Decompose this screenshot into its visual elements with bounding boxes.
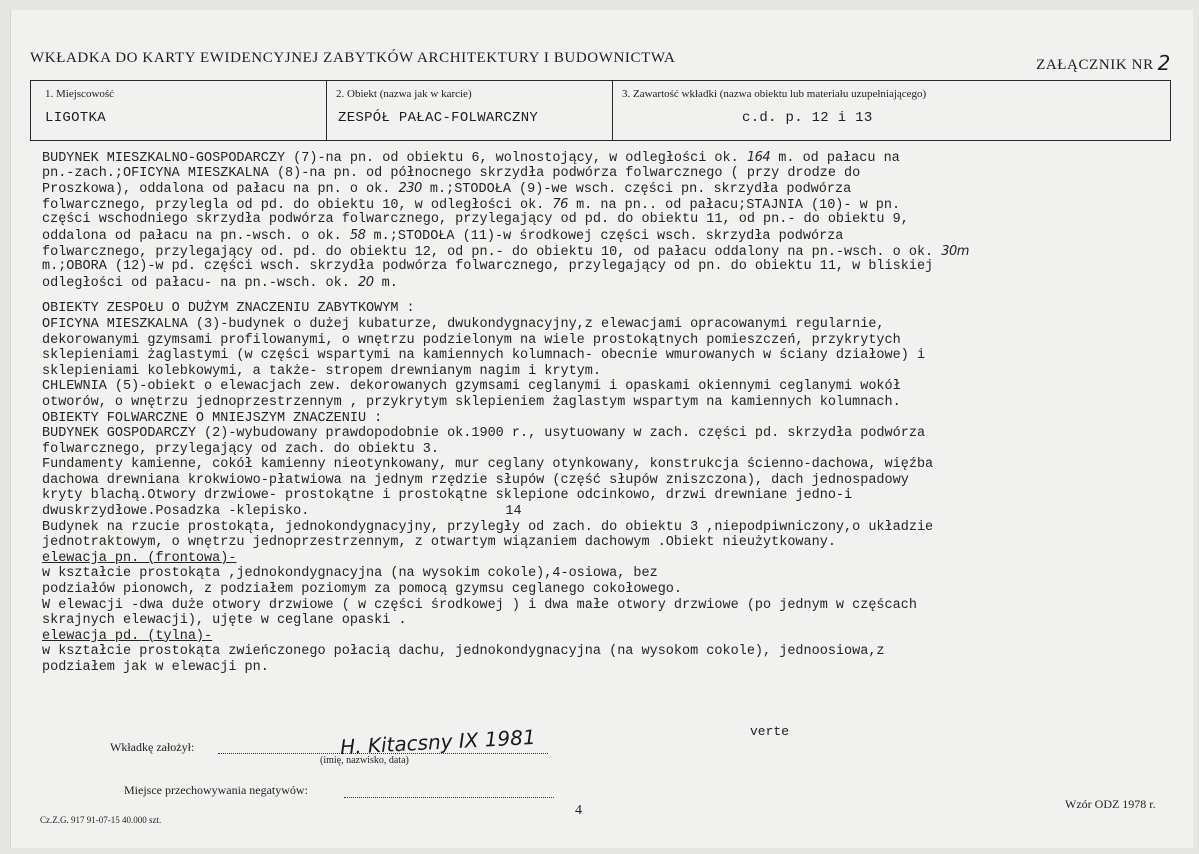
text-line: dachowa drewniana krokwiowo-płatwiowa na jednym rzędzie słupów (część słupów zniszczona), dach jednospadowy: [42, 472, 909, 488]
handwritten-value: 20: [357, 274, 374, 290]
text-segment: dwuskrzydłowe.Posadzka -klepisko.: [42, 504, 310, 520]
text-line: części wschodniego skrzydła podwórza folwarcznego, przylegający od pd. do obiektu 11, od pn.- do obiektu 9,: [42, 212, 909, 228]
handwritten-value: 58: [349, 227, 366, 243]
text-line: folwarcznego, przylegający od zach. do obiektu 3.: [42, 441, 439, 457]
object-value: ZESPÓŁ PAŁAC-FOLWARCZNY: [338, 110, 539, 126]
text-segment: folwarcznego, przylegający od. pd. do obiektu 12, od pn.- do obiektu 10, od pałacu oddalony na pn.-wsch. o ok.: [42, 244, 934, 260]
inserted-by-label: Wkładkę założył:: [110, 740, 195, 754]
handwritten-value: 164: [746, 150, 771, 165]
text-line: kryty blachą.Otwory drzwiowe- prostokątne i prostokątne sklepione odcinkowo, drzwi drewniane jedno-i: [42, 488, 853, 504]
text-line: otworów, o wnętrzu jednoprzestrzennym , przykrytym sklepieniem żaglastym wspartym na kamiennych kolumnach.: [42, 394, 901, 410]
text-line: Fundamenty kamienne, cokół kamienny nieotynkowany, mur ceglany otynkowany, konstrukcja ścienno-dachowa, więźba: [42, 457, 934, 473]
text-segment: m.;STODOŁA (9)-we wsch. części pn. skrzydła podwórza: [429, 182, 852, 198]
text-line: CHLEWNIA (5)-obiekt o elewacjach zew. dekorowanych gzymsami ceglanymi i opaskami okiennymi ceglanymi wokół: [42, 379, 901, 395]
text-line: [42, 275, 1162, 291]
text-line: [42, 244, 1162, 260]
subheading-south-elevation: elewacja pd. (tylna)-: [42, 628, 213, 644]
locality-label: 1. Miejscowość: [45, 88, 115, 100]
text-line: W elewacji -dwa duże otwory drzwiowe ( w części środkowej ) i dwa małe otwory drzwiowe (po jednym w częścach: [42, 597, 917, 613]
content-label: 3. Zawartość wkładki (nazwa obiektu lub materiału uzupełniającego): [622, 88, 927, 100]
subheading-north-elevation: elewacja pn. (frontowa)-: [42, 550, 237, 566]
object-label: 2. Obiekt (nazwa jak w karcie): [336, 88, 472, 100]
text-line: w kształcie prostokąta zwieńczonego połacią dachu, jednokondygnacyjna (na wysokom cokole), jednoosiowa,z: [42, 644, 885, 660]
text-line: [42, 150, 1162, 166]
text-line: Budynek na rzucie prostokąta, jednokondygnacyjny, przyległy od zach. do obiektu 3 ,niepodpiwniczony,o układzie: [42, 519, 934, 535]
text-line: OFICYNA MIESZKALNA (3)-budynek o dużej kubaturze, dwukondygnacyjny,z elewacjami opracowanymi regularnie,: [42, 316, 885, 332]
annex-number: 2: [1157, 51, 1171, 75]
text-line: sklepieniami kolebkowymi, a także- stropem drewnianym nagim i krytym.: [42, 363, 601, 379]
content-value: c.d. p. 12 i 13: [742, 110, 873, 126]
text-segment: m.;STODOŁA (11)-w środkowej części wsch. skrzydła podwórza: [373, 228, 844, 244]
typed-description: [42, 150, 1162, 676]
text-segment: m. na pn.. od pałacu;STAJNIA (10)- w pn.: [576, 197, 901, 213]
text-line: skrajnych elewacji), ujęte w ceglane opaski .: [42, 613, 407, 629]
text-line: sklepieniami żaglastymi (w części wspartymi na kamiennych kolumnach- obecnie wmurowanych w ściany działowe) i: [42, 348, 926, 364]
form-title: WKŁADKA DO KARTY EWIDENCYJNEJ ZABYTKÓW ARCHITEKTURY I BUDOWNICTWA: [30, 50, 676, 66]
text-segment: m.: [381, 275, 398, 291]
grid-divider-1: [326, 80, 327, 140]
negatives-line: [344, 797, 554, 798]
page-number: 4: [575, 803, 582, 818]
text-line: [42, 504, 1162, 520]
text-line: jednotraktowym, o wnętrzu jednoprzestrzennym, z otwartym wiązaniem dachowym .Obiekt nieużytkowany.: [42, 535, 836, 551]
text-segment: BUDYNEK MIESZKALNO-GOSPODARCZY (7)-na pn. od obiektu 6, wolnostojący, w odległości ok.: [42, 151, 739, 166]
locality-value: LIGOTKA: [45, 110, 106, 126]
section-heading: OBIEKTY FOLWARCZNE O MNIEJSZYM ZNACZENIU :: [42, 410, 383, 426]
text-line: podziałem jak w elewacji pn.: [42, 660, 269, 675]
text-segment: oddalona od pałacu na pn.-wsch. o ok.: [42, 228, 342, 244]
grid-divider-2: [612, 80, 613, 140]
handwritten-value: 230: [398, 181, 422, 197]
form-model-label: Wzór ODZ 1978 r.: [1065, 797, 1156, 811]
grid-top-rule: [30, 80, 1171, 81]
text-line: w kształcie prostokąta ,jednokondygnacyjna (na wysokim cokole),4-osiowa, bez: [42, 566, 658, 582]
field-grid: [30, 80, 1171, 140]
signature: H. Kitacsny IX 1981: [339, 724, 537, 760]
text-line: podziałów pionowch, z podziałem poziomym za pomocą gzymsu ceglanego cokołowego.: [42, 582, 683, 598]
verte-note: verte: [750, 724, 790, 739]
text-line: m.;OBORA (12)-w pd. części wsch. skrzydła podwórza folwarcznego, przylegający od pn. do obiektu 11, w bliskiej: [42, 259, 934, 275]
text-line: dekorowanymi gzymsami profilowanymi, o wnętrzu podzielonym na wiele prostokątnych pomieszczeń, przykrytych: [42, 332, 901, 348]
signature-caption: (imię, nazwisko, data): [320, 755, 409, 766]
text-line: [42, 197, 1162, 213]
text-segment: Proszkowa), oddalona od pałacu na pn. o ok.: [42, 182, 391, 198]
text-line: pn.-zach.;OFICYNA MIESZKALNA (8)-na pn. od północnego skrzydła podwórza folwarcznego ( przy drodze do: [42, 165, 861, 181]
section-heading: OBIEKTY ZESPOŁU O DUŻYM ZNACZENIU ZABYTKOWYM :: [42, 301, 415, 317]
print-code: Cz.Z.G. 917 91-07-15 40.000 szt.: [40, 815, 162, 825]
annex-label-text: ZAŁĄCZNIK NR: [1036, 57, 1154, 73]
text-line: BUDYNEK GOSPODARCZY (2)-wybudowany prawdopodobnie ok.1900 r., usytuowany w zach. części pd. skrzydła podwórza: [42, 426, 926, 442]
paragraph-gap: [42, 290, 1162, 301]
handwritten-value: 76: [552, 196, 568, 212]
text-line: [42, 228, 1162, 244]
grid-bottom-rule: [30, 140, 1171, 141]
inline-page-number: 14: [505, 504, 522, 520]
negatives-label: Miejsce przechowywania negatywów:: [124, 783, 308, 797]
form-header: [30, 50, 1171, 75]
annex-label: [1036, 50, 1171, 74]
text-segment: odległości od pałacu- na pn.-wsch. ok.: [42, 275, 350, 291]
text-segment: folwarcznego, przylegla od pd. do obiektu 10, w odległości ok.: [42, 197, 545, 213]
text-line: [42, 181, 1162, 197]
text-segment: m. od pałacu na: [778, 151, 900, 166]
handwritten-value: 30m: [941, 243, 969, 259]
